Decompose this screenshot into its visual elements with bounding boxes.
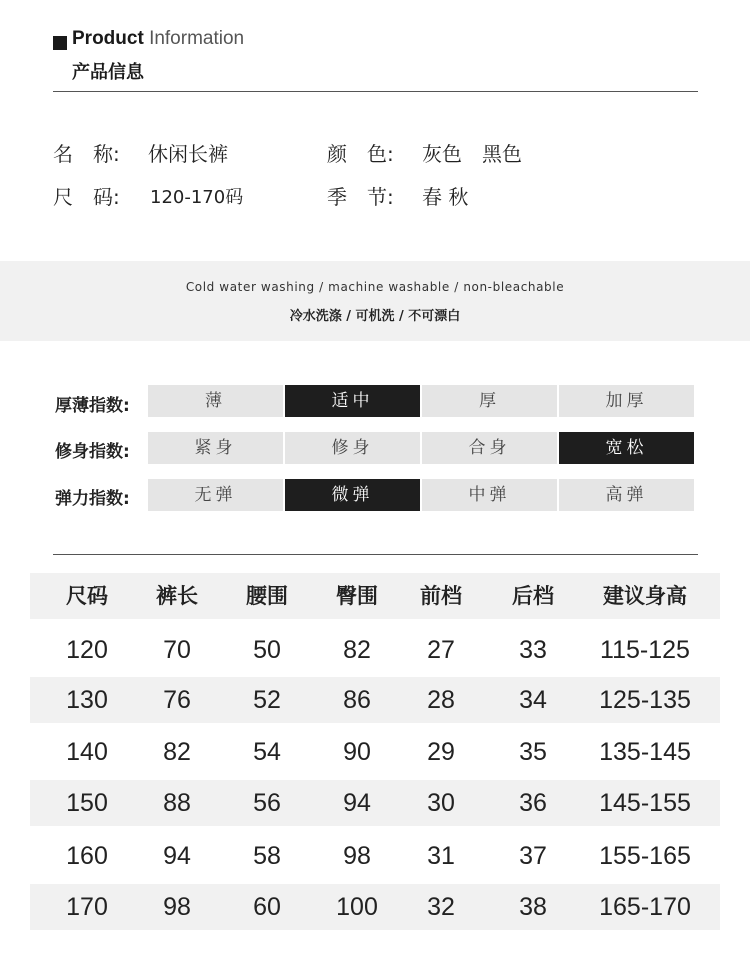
table-cell: 56 <box>253 789 281 817</box>
table-cell: 120 <box>66 636 108 664</box>
table-cell: 36 <box>519 789 547 817</box>
table-cell: 32 <box>427 893 455 921</box>
table-header-row <box>30 573 720 619</box>
table-cell: 115-125 <box>600 636 690 664</box>
thickness-option-extra-thick: 加厚 <box>559 385 694 417</box>
table-cell: 98 <box>343 842 371 870</box>
table-cell: 88 <box>163 789 191 817</box>
table-cell: 35 <box>519 738 547 766</box>
table-cell: 145-155 <box>599 789 691 817</box>
table-cell: 58 <box>253 842 281 870</box>
thickness-option-thick: 厚 <box>422 385 557 417</box>
table-cell: 30 <box>427 789 455 817</box>
header-title-cn: 产品信息 <box>72 62 144 83</box>
thickness-index-label: 厚薄指数: <box>55 396 130 416</box>
header-square-icon <box>53 36 67 50</box>
table-row <box>30 780 720 826</box>
table-row <box>30 627 720 673</box>
season-label: 季 节: <box>327 185 394 209</box>
table-cell: 82 <box>343 636 371 664</box>
table-row <box>30 729 720 775</box>
divider <box>53 91 698 92</box>
column-header: 尺码 <box>66 584 108 608</box>
table-cell: 28 <box>427 686 455 714</box>
table-cell: 70 <box>163 636 191 664</box>
table-cell: 38 <box>519 893 547 921</box>
thickness-option-medium: 适中 <box>285 385 420 417</box>
table-cell: 33 <box>519 636 547 664</box>
table-cell: 150 <box>66 789 108 817</box>
column-header: 前档 <box>420 584 462 608</box>
table-cell: 94 <box>163 842 191 870</box>
size-label: 尺 码: <box>53 185 120 209</box>
name-value: 休闲长裤 <box>148 142 228 166</box>
table-row <box>30 884 720 930</box>
table-cell: 140 <box>66 738 108 766</box>
divider <box>53 554 698 555</box>
fit-option-regular: 合身 <box>422 432 557 464</box>
table-cell: 29 <box>427 738 455 766</box>
table-cell: 54 <box>253 738 281 766</box>
stretch-option-medium: 中弹 <box>422 479 557 511</box>
color-label: 颜 色: <box>327 142 394 166</box>
color-value: 灰色 黑色 <box>422 142 522 166</box>
table-cell: 94 <box>343 789 371 817</box>
table-cell: 165-170 <box>599 893 691 921</box>
header-title-en: Product Information <box>72 28 245 49</box>
stretch-index-label: 弹力指数: <box>55 489 130 509</box>
thickness-option-thin: 薄 <box>148 385 283 417</box>
table-cell: 125-135 <box>599 686 691 714</box>
table-cell: 37 <box>519 842 547 870</box>
fit-option-tight: 紧身 <box>148 432 283 464</box>
size-value: 120-170码 <box>150 187 244 208</box>
name-label: 名 称: <box>53 142 120 166</box>
table-cell: 34 <box>519 686 547 714</box>
table-cell: 50 <box>253 636 281 664</box>
table-cell: 100 <box>336 893 378 921</box>
table-cell: 90 <box>343 738 371 766</box>
table-cell: 52 <box>253 686 281 714</box>
season-value: 春 秋 <box>422 185 469 209</box>
table-cell: 86 <box>343 686 371 714</box>
column-header: 裤长 <box>156 584 198 608</box>
column-header: 腰围 <box>246 584 288 608</box>
stretch-option-slight: 微弹 <box>285 479 420 511</box>
table-cell: 76 <box>163 686 191 714</box>
column-header: 建议身高 <box>603 584 687 608</box>
table-cell: 60 <box>253 893 281 921</box>
table-cell: 82 <box>163 738 191 766</box>
column-header: 后档 <box>512 584 554 608</box>
fit-index-label: 修身指数: <box>55 442 130 462</box>
table-row <box>30 833 720 879</box>
table-cell: 130 <box>66 686 108 714</box>
table-cell: 170 <box>66 893 108 921</box>
care-instructions-band <box>0 261 750 341</box>
table-cell: 155-165 <box>599 842 691 870</box>
care-text-cn: 冷水洗涤 / 可机洗 / 不可漂白 <box>289 309 461 324</box>
fit-option-slim: 修身 <box>285 432 420 464</box>
table-cell: 160 <box>66 842 108 870</box>
column-header: 臀围 <box>336 584 378 608</box>
care-text-en: Cold water washing / machine washable / non-bleachable <box>185 280 565 294</box>
table-cell: 31 <box>427 842 455 870</box>
stretch-option-none: 无弹 <box>148 479 283 511</box>
fit-option-loose: 宽松 <box>559 432 694 464</box>
stretch-option-high: 高弹 <box>559 479 694 511</box>
table-cell: 27 <box>427 636 455 664</box>
table-cell: 98 <box>163 893 191 921</box>
table-cell: 135-145 <box>599 738 691 766</box>
table-row <box>30 677 720 723</box>
